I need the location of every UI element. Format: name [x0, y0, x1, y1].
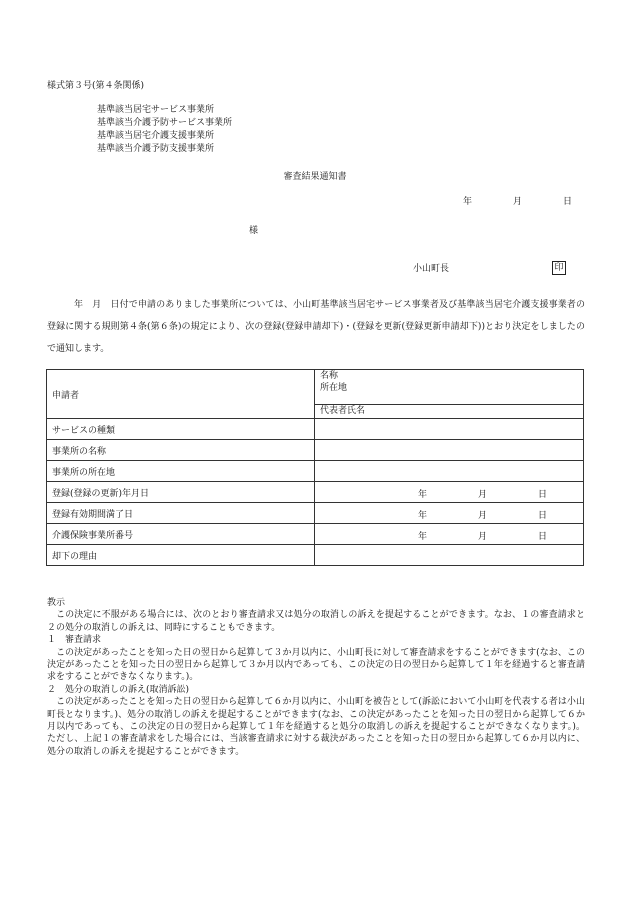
- row-value: [315, 461, 584, 482]
- date-year-label: 年: [418, 490, 428, 500]
- row-label: 事業所の所在地: [47, 461, 315, 482]
- date-month-label: 月: [478, 532, 488, 542]
- notice-body: 年 月 日付で申請のありました事業所については、小山町基準該当居宅サービス事業者及び基準該当居宅介護支援事業者の登録に関する規則第４条(第６条)の規定により、次の登録(登録申請却下)・(登録を更新(登録更新申請却下))とおり決定をしましたので通知します。: [47, 300, 585, 354]
- table-row: [47, 482, 584, 503]
- addressee-list: [97, 104, 232, 156]
- table-row: [47, 524, 584, 545]
- row-value: [315, 545, 584, 566]
- notes-heading: 教示: [47, 598, 66, 608]
- date-day-label: 日: [538, 532, 548, 542]
- table-row: [47, 461, 584, 482]
- table-row: [47, 503, 584, 524]
- row-value: [315, 419, 584, 440]
- applicant-fields: [315, 370, 584, 419]
- decision-table: [46, 369, 584, 566]
- date-day-label: 日: [538, 511, 548, 521]
- table-row: [47, 545, 584, 566]
- row-label: 介護保険事業所番号: [47, 524, 315, 545]
- notes-item2-heading: ２ 処分の取消しの訴え(取消訴訟): [47, 684, 190, 695]
- date-day-label: 日: [538, 490, 548, 500]
- applicant-label: 申請者: [47, 370, 315, 419]
- date-year-label: 年: [418, 532, 428, 542]
- notes-item1-heading: １ 審査請求: [47, 635, 102, 646]
- addressee-line: 基準該当居宅介護支援事業所: [97, 131, 215, 141]
- row-label: 却下の理由: [47, 545, 315, 566]
- addressee-line: 基準該当介護予防支援事業所: [97, 144, 215, 154]
- date-month-label: 月: [478, 511, 488, 521]
- applicant-address-label: 所在地: [320, 383, 348, 393]
- row-label: 事業所の名称: [47, 440, 315, 461]
- row-label: サービスの種類: [47, 419, 315, 440]
- date-year: 年: [463, 197, 473, 207]
- addressee-line: 基準該当居宅サービス事業所: [97, 105, 215, 115]
- notes-item2-text: この決定があったことを知った日の翌日から起算して６か月以内に、小山町を被告として(訴訟において小山町を代表する者は小山町長となります。)、処分の取消しの訴えを提起することができます(なお、この決定があったことを知った日の翌日から起算して６か月以内であっても、この決定の日の翌日から起算して１年を経過すると処分の取消しの訴えを提起することができなくなります。)。ただし、上記１の審査請求をした場合には、当該審査請求に対する裁決があったことを知った日の翌日から起算して６か月以内に、処分の取消しの訴えを提起することができます。: [47, 697, 585, 757]
- form-number: 様式第３号(第４条関係): [47, 81, 145, 91]
- date-month-label: 月: [478, 490, 488, 500]
- appeal-instructions: [47, 597, 585, 758]
- date-cell: [315, 482, 584, 503]
- row-value: [315, 440, 584, 461]
- table-row: [47, 440, 584, 461]
- applicant-representative-label: 代表者氏名: [315, 404, 583, 418]
- issuer-name: 小山町長: [413, 264, 450, 274]
- recipient-honorific: 様: [249, 226, 259, 236]
- applicant-name-label: 名称: [320, 371, 339, 381]
- addressee-line: 基準該当介護予防サービス事業所: [97, 118, 233, 128]
- date-cell: [315, 503, 584, 524]
- seal-mark: 印: [552, 261, 566, 275]
- notes-intro: この決定に不服がある場合には、次のとおり審査請求又は処分の取消しの訴えを提起することができます。なお、１の審査請求と２の処分の取消しの訴えは、同時にすることもできます。: [47, 610, 585, 633]
- date-month: 月: [513, 197, 523, 207]
- row-label: 登録(登録の更新)年月日: [47, 482, 315, 503]
- table-row: [47, 419, 584, 440]
- row-label: 登録有効期間満了日: [47, 503, 315, 524]
- document-title: 審査結果通知書: [283, 172, 347, 182]
- notes-item1-text: この決定があったことを知った日の翌日から起算して３か月以内に、小山町長に対して審査請求をすることができます(なお、この決定があったことを知った日の翌日から起算して３か月以内であっても、この決定の日の翌日から起算して１年を経過すると審査請求をすることができなくなります。)。: [47, 647, 585, 683]
- date-cell: [315, 524, 584, 545]
- date-day: 日: [563, 197, 573, 207]
- table-row: [47, 370, 584, 419]
- date-year-label: 年: [418, 511, 428, 521]
